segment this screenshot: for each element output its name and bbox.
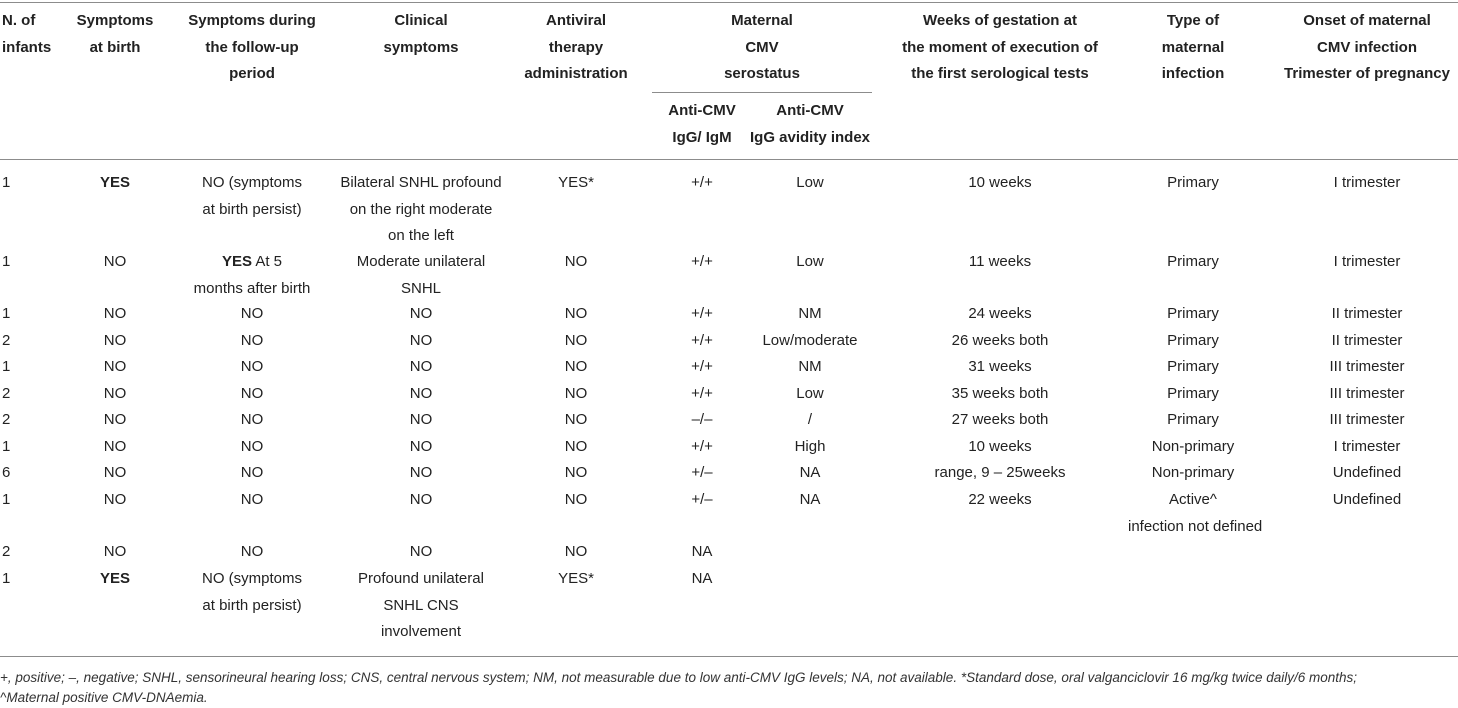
cell-symptoms-birth: NO — [103, 305, 127, 322]
cell-antiviral: NO — [564, 411, 588, 428]
cell-type: Active^ infection not defined — [1128, 491, 1263, 535]
header-type-infection: Type of maternal infection — [1161, 12, 1225, 82]
cell-n-infants: 1 — [2, 305, 11, 322]
cell-n-infants: 1 — [2, 174, 11, 191]
cell-symptoms-followup: NO — [240, 543, 264, 560]
cell-symptoms-followup: NO — [240, 464, 264, 481]
cell-antiviral: NO — [564, 332, 588, 349]
cell-avidity: / — [807, 411, 813, 428]
cell-igg-igm: +/+ — [691, 332, 713, 349]
cell-symptoms-birth: NO — [103, 332, 127, 349]
cell-clinical-symptoms: NO — [409, 385, 433, 402]
cell-n-infants: 6 — [2, 464, 11, 481]
cell-n-infants: 2 — [2, 411, 11, 428]
cell-symptoms-followup: NO — [240, 491, 264, 508]
cell-onset: II trimester — [1331, 305, 1403, 322]
cell-avidity: Low — [796, 174, 824, 191]
header-maternal-serostatus: Maternal CMV serostatus — [724, 12, 800, 82]
cell-type: Primary — [1167, 305, 1219, 322]
cell-antiviral: NO — [564, 253, 588, 270]
cell-antiviral: NO — [564, 543, 588, 560]
cell-antiviral: NO — [564, 491, 588, 508]
cell-igg-igm: NA — [691, 543, 713, 560]
cell-type: Non-primary — [1151, 438, 1235, 455]
cell-type: Primary — [1167, 358, 1219, 375]
cell-clinical-symptoms: NO — [409, 438, 433, 455]
cell-igg-igm: +/+ — [691, 358, 713, 375]
cell-weeks: range, 9 – 25weeks — [934, 464, 1066, 481]
cell-weeks: 31 weeks — [968, 358, 1032, 375]
cell-onset: III trimester — [1329, 385, 1405, 402]
cell-n-infants: 1 — [2, 253, 11, 270]
cell-igg-igm: +/– — [691, 491, 713, 508]
cell-clinical-symptoms: NO — [409, 305, 433, 322]
header-igg-igm: Anti-CMV IgG/ IgM — [668, 102, 736, 146]
cell-type: Non-primary — [1151, 464, 1235, 481]
cell-onset: I trimester — [1333, 438, 1401, 455]
cell-igg-igm: +/– — [691, 464, 713, 481]
header-n-infants: N. of infants — [2, 12, 52, 56]
cell-avidity: High — [794, 438, 826, 455]
cell-avidity: NM — [798, 358, 822, 375]
cell-antiviral: NO — [564, 438, 588, 455]
cell-n-infants: 1 — [2, 438, 11, 455]
cell-antiviral: NO — [564, 385, 588, 402]
cell-onset: II trimester — [1331, 332, 1403, 349]
header-symptoms-followup: Symptoms during the follow-up period — [188, 12, 316, 82]
cell-symptoms-followup: NO — [240, 438, 264, 455]
cell-igg-igm: –/– — [691, 411, 713, 428]
cell-symptoms-birth: NO — [103, 543, 127, 560]
footnote-line-2: ^Maternal positive CMV-DNAemia. — [0, 690, 208, 705]
cell-type: Primary — [1167, 385, 1219, 402]
cell-clinical-symptoms: NO — [409, 543, 433, 560]
cell-symptoms-birth: YES — [99, 570, 130, 587]
cell-symptoms-followup: NO — [240, 332, 264, 349]
cell-symptoms-followup: NO — [240, 385, 264, 402]
cell-weeks: 24 weeks — [968, 305, 1032, 322]
cell-clinical-symptoms: NO — [409, 411, 433, 428]
header-antiviral-therapy: Antiviral therapy administration — [524, 12, 628, 82]
cell-igg-igm: +/+ — [691, 385, 713, 402]
cell-onset: Undefined — [1332, 491, 1402, 508]
cell-avidity: Low — [796, 253, 824, 270]
cell-avidity: Low/moderate — [762, 332, 858, 349]
cell-onset: III trimester — [1329, 358, 1405, 375]
cell-onset: I trimester — [1333, 253, 1401, 270]
cell-n-infants: 2 — [2, 332, 11, 349]
cell-clinical-symptoms: NO — [409, 332, 433, 349]
cell-antiviral: YES* — [558, 174, 594, 191]
cell-clinical-symptoms: Moderate unilateral SNHL — [356, 253, 486, 297]
cell-n-infants: 1 — [2, 570, 11, 587]
header-symptoms-birth: Symptoms at birth — [76, 12, 154, 56]
cell-weeks: 10 weeks — [968, 438, 1032, 455]
cell-clinical-symptoms: Bilateral SNHL profound on the right moderate on the left — [340, 174, 502, 244]
cell-avidity: NA — [799, 464, 821, 481]
cell-igg-igm: +/+ — [691, 174, 713, 191]
cell-symptoms-birth: NO — [103, 491, 127, 508]
cell-igg-igm: +/+ — [691, 253, 713, 270]
cell-clinical-symptoms: NO — [409, 358, 433, 375]
table-top-rule — [0, 2, 1458, 3]
cell-symptoms-birth: NO — [103, 385, 127, 402]
header-onset-infection: Onset of maternal CMV infection Trimester of pregnancy — [1284, 12, 1450, 82]
cell-weeks: 11 weeks — [968, 253, 1032, 270]
cell-symptoms-followup: NO (symptoms at birth persist) — [201, 570, 302, 614]
serostatus-rule — [652, 92, 872, 93]
cell-symptoms-birth: NO — [103, 464, 127, 481]
cell-n-infants: 1 — [2, 358, 11, 375]
header-avidity-index: Anti-CMV IgG avidity index — [749, 102, 871, 146]
cell-antiviral: NO — [564, 358, 588, 375]
header-weeks-gestation: Weeks of gestation at the moment of execution of the first serological tests — [902, 12, 1098, 82]
cell-antiviral: NO — [564, 464, 588, 481]
cell-type: Primary — [1167, 253, 1219, 270]
header-bottom-rule — [0, 159, 1458, 160]
cell-type: Primary — [1167, 411, 1219, 428]
cell-n-infants: 1 — [2, 491, 11, 508]
cell-n-infants: 2 — [2, 543, 11, 560]
cell-symptoms-birth: NO — [103, 358, 127, 375]
header-clinical-symptoms: Clinical symptoms — [383, 12, 459, 56]
cell-symptoms-birth: NO — [103, 253, 127, 270]
cell-weeks: 10 weeks — [968, 174, 1032, 191]
cell-weeks: 27 weeks both — [951, 411, 1049, 428]
cell-onset: Undefined — [1332, 464, 1402, 481]
table-footnote — [0, 668, 1458, 708]
cell-symptoms-followup: YES At 5 months after birth — [193, 253, 311, 297]
cell-onset: III trimester — [1329, 411, 1405, 428]
cell-symptoms-birth: NO — [103, 411, 127, 428]
cell-symptoms-birth: YES — [99, 174, 130, 191]
cell-symptoms-followup: NO — [240, 411, 264, 428]
followup-yes-label: YES — [221, 253, 252, 270]
cell-clinical-symptoms: NO — [409, 491, 433, 508]
cell-onset: I trimester — [1333, 174, 1401, 191]
cell-n-infants: 2 — [2, 385, 11, 402]
cell-type: Primary — [1167, 332, 1219, 349]
cell-antiviral: YES* — [558, 570, 594, 587]
cell-igg-igm: +/+ — [691, 438, 713, 455]
cell-igg-igm: +/+ — [691, 305, 713, 322]
cell-avidity: NM — [798, 305, 822, 322]
cell-weeks: 35 weeks both — [951, 385, 1049, 402]
cell-symptoms-followup: NO — [240, 358, 264, 375]
cell-symptoms-followup: NO (symptoms at birth persist) — [201, 174, 302, 218]
cell-clinical-symptoms: Profound unilateral SNHL CNS involvement — [358, 570, 484, 640]
cell-antiviral: NO — [564, 305, 588, 322]
footnote-line-1: +, positive; –, negative; SNHL, sensorineural hearing loss; CNS, central nervous system; NM, not measurable due to low anti-CMV IgG levels; NA, not available. *Standard dose, oral valganciclovir 16 mg/kg twice daily/6 months; — [0, 670, 1358, 685]
cell-avidity: Low — [796, 385, 824, 402]
cell-type: Primary — [1167, 174, 1219, 191]
cell-weeks: 22 weeks — [968, 491, 1032, 508]
cell-clinical-symptoms: NO — [409, 464, 433, 481]
followup-rest: At 5 — [251, 253, 283, 270]
cell-weeks: 26 weeks both — [951, 332, 1049, 349]
table-bottom-rule — [0, 656, 1458, 657]
cell-igg-igm: NA — [691, 570, 713, 587]
cell-symptoms-followup: NO — [240, 305, 264, 322]
cell-symptoms-birth: NO — [103, 438, 127, 455]
cell-avidity: NA — [799, 491, 821, 508]
